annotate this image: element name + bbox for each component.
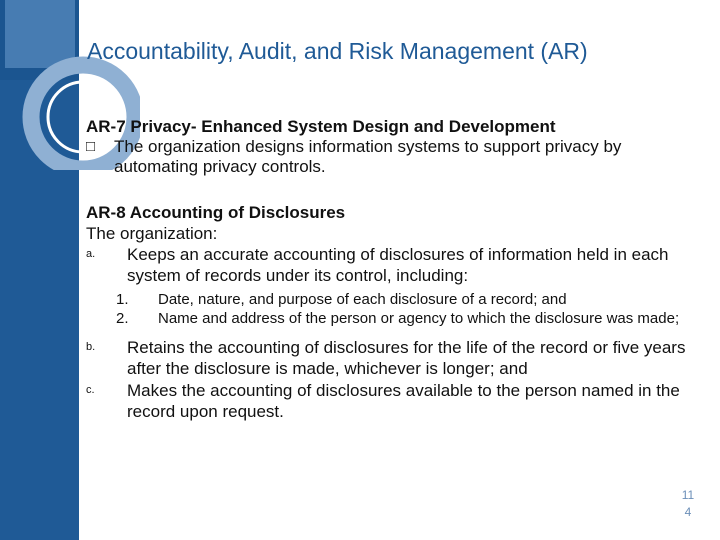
list-item-text: Keeps an accurate accounting of disclosures of information held in each system of records under its control, including: <box>127 245 669 285</box>
list-item-text: Retains the accounting of disclosures for the life of the record or five years after the disclosure is made, whichever is longer; and <box>127 338 686 378</box>
sub-list <box>86 290 696 328</box>
decorative-square <box>5 0 75 68</box>
sub-list-text: Date, nature, and purpose of each disclosure of a record; and <box>158 291 567 308</box>
list-item-text: Makes the accounting of disclosures available to the person named in the record upon request. <box>127 381 680 421</box>
ar8-intro: The organization: <box>86 224 218 243</box>
ar7-bullet <box>86 137 696 177</box>
sub-list-item-2 <box>86 309 696 328</box>
sub-list-marker: 1. <box>116 291 129 308</box>
page-number <box>676 487 700 521</box>
page-title: Accountability, Audit, and Risk Management (AR) <box>87 38 588 64</box>
page-number-line-2: 4 <box>684 505 692 519</box>
list-marker: b. <box>86 341 96 353</box>
list-item-b <box>86 337 696 379</box>
ar8-heading: AR-8 Accounting of Disclosures <box>86 203 346 222</box>
sub-list-item-1 <box>86 290 696 309</box>
list-marker: a. <box>86 248 96 260</box>
sub-list-marker: 2. <box>116 310 129 327</box>
checkbox-bullet-icon: □ <box>86 138 96 155</box>
sub-list-text: Name and address of the person or agency to which the disclosure was made; <box>158 310 680 327</box>
slide-body <box>86 116 696 422</box>
page-number-line-1: 11 <box>681 488 695 502</box>
ar7-heading: AR-7 Privacy- Enhanced System Design and Development <box>86 117 556 136</box>
ar7-bullet-text: The organization designs information systems to support privacy by automating privacy controls. <box>114 137 622 176</box>
list-item-c <box>86 380 696 422</box>
list-item-a <box>86 244 696 286</box>
list-marker: c. <box>86 384 95 396</box>
